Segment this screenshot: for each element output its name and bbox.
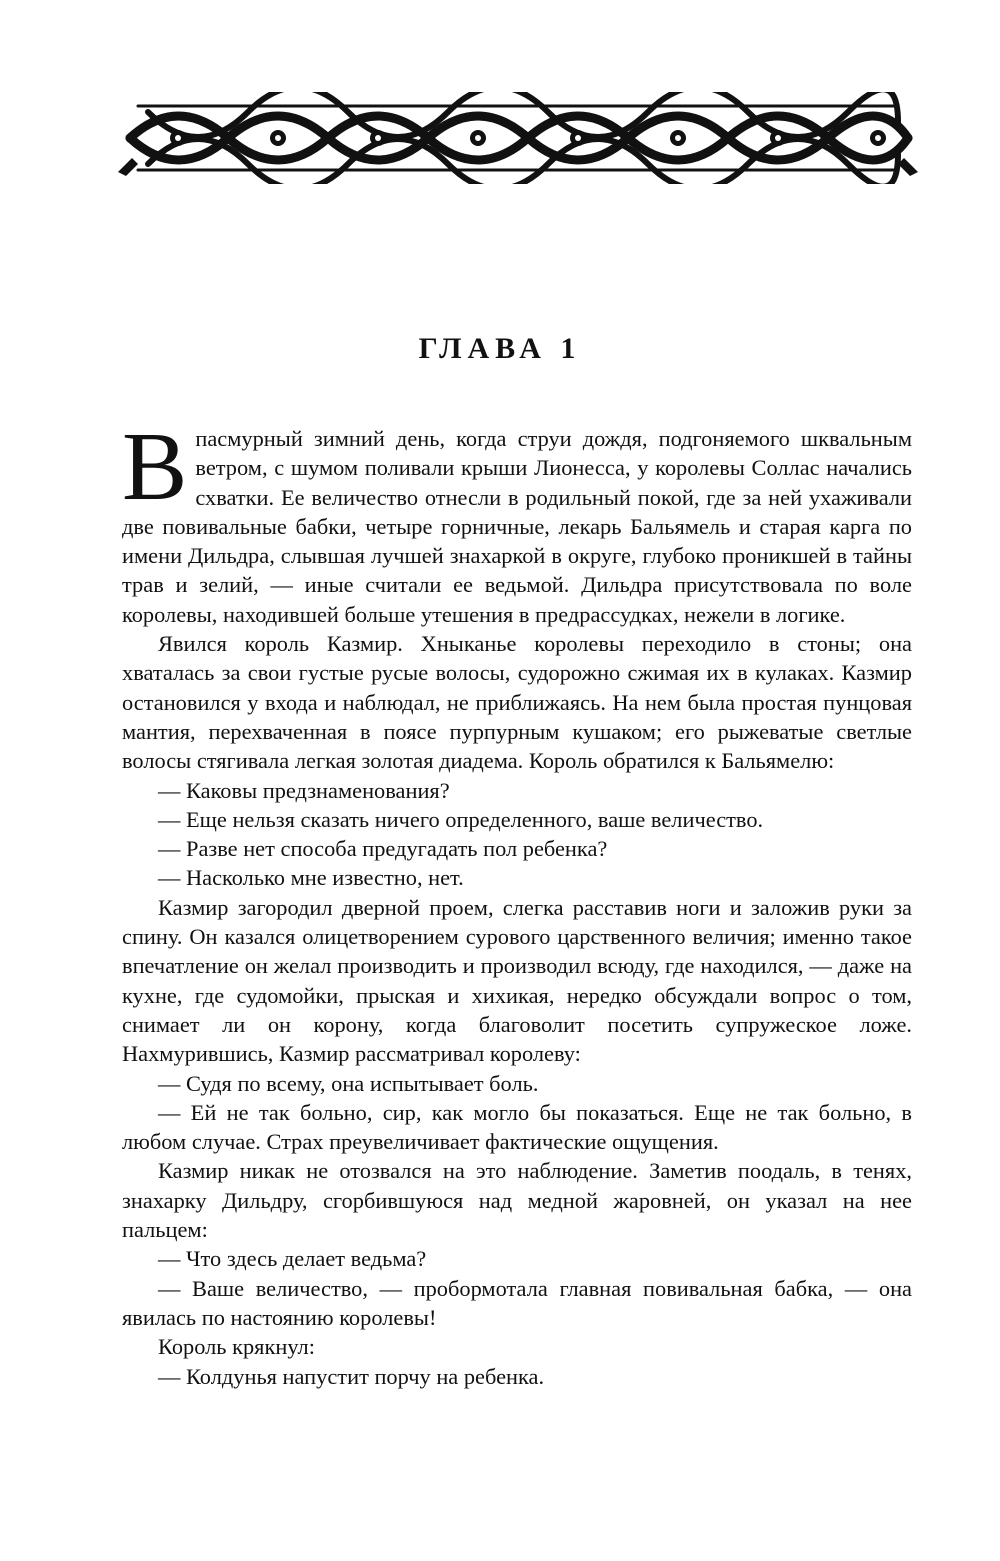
drop-cap: В [122,413,188,521]
paragraph-1 [122,413,912,629]
dialogue-line: — Насколько мне известно, нет. [158,865,464,891]
dialogue-line: — Ей не так больно, сир, как могло бы показаться. Еще не так больно, в любом случае. Страх преувеличивает фактические ощущения. [122,1099,912,1155]
chapter-body [122,413,912,1391]
dialogue-line: — Колдунья напустит порчу на ребенка. [158,1363,545,1389]
dialogue-line: — Каковы предзнаменования? [158,777,450,803]
paragraph-2: Явился король Казмир. Хныканье королевы переходило в стоны; она хваталась за свои густые русые волосы, судорожно сжимая их в кулаках. Казмир остановился у входа и наблюдал, не приближаясь. На нем была простая пунцовая мантия, перехваченная в поясе пурпурным кушаком; его рыжеватые светлые волосы стягивала легкая золотая диадема. Король обратился к Бальямелю: [122,631,912,774]
dialogue-line: — Еще нельзя сказать ничего определенного, ваше величество. [158,806,764,832]
dialogue-line: — Что здесь делает ведьма? [158,1246,427,1272]
dialogue-line: — Разве нет способа предугадать пол ребенка? [158,836,608,862]
paragraph-7: Казмир загородил дверной проем, слегка расставив ноги и заложив руки за спину. Он казался олицетворением сурового царственного величия; именно такое впечатление он желал производить и производил всюду, где находился, — даже на кухне, где судомойки, прыская и хихикая, нередко обсуждали вопрос о том, снимает ли он корону, когда благоволит посетить супружеское ложе. Нахмурившись, Казмир рассматривал королеву: [122,894,912,1067]
dialogue-line: — Судя по всему, она испытывает боль. [158,1070,539,1096]
paragraph-10: Казмир никак не отозвался на это наблюдение. Заметив поодаль, в тенях, знахарку Дильдру, сгорбившуюся над медной жаровней, он указал на нее пальцем: [122,1158,912,1243]
dialogue-line: — Ваше величество, — пробормотала главная повивальная бабка, — она явилась по настоянию королевы! [122,1275,912,1330]
paragraph-1-text: пасмурный зимний день, когда струи дождя, подгоняемого шквальным ветром, с шумом поливали крыши Лионесса, у королевы Соллас начались схватки. Ее величество отнесли в родильный покой, где за ней ухаживали две повивальные бабки, четыре горничные, лекарь Бальямель и старая карга по имени Дильдра, слывшая лучшей знахаркой в округе, глубоко проникшей в тайны трав и зелий, — иные считали ее ведьмой. Дильдра присутствовала по воле королевы, находившей больше утешения в предрассудках, нежели в логике. [122,426,912,627]
celtic-knot-border-icon [118,92,918,184]
chapter-title: ГЛАВА 1 [418,332,582,366]
paragraph-13: Король крякнул: [158,1334,315,1360]
